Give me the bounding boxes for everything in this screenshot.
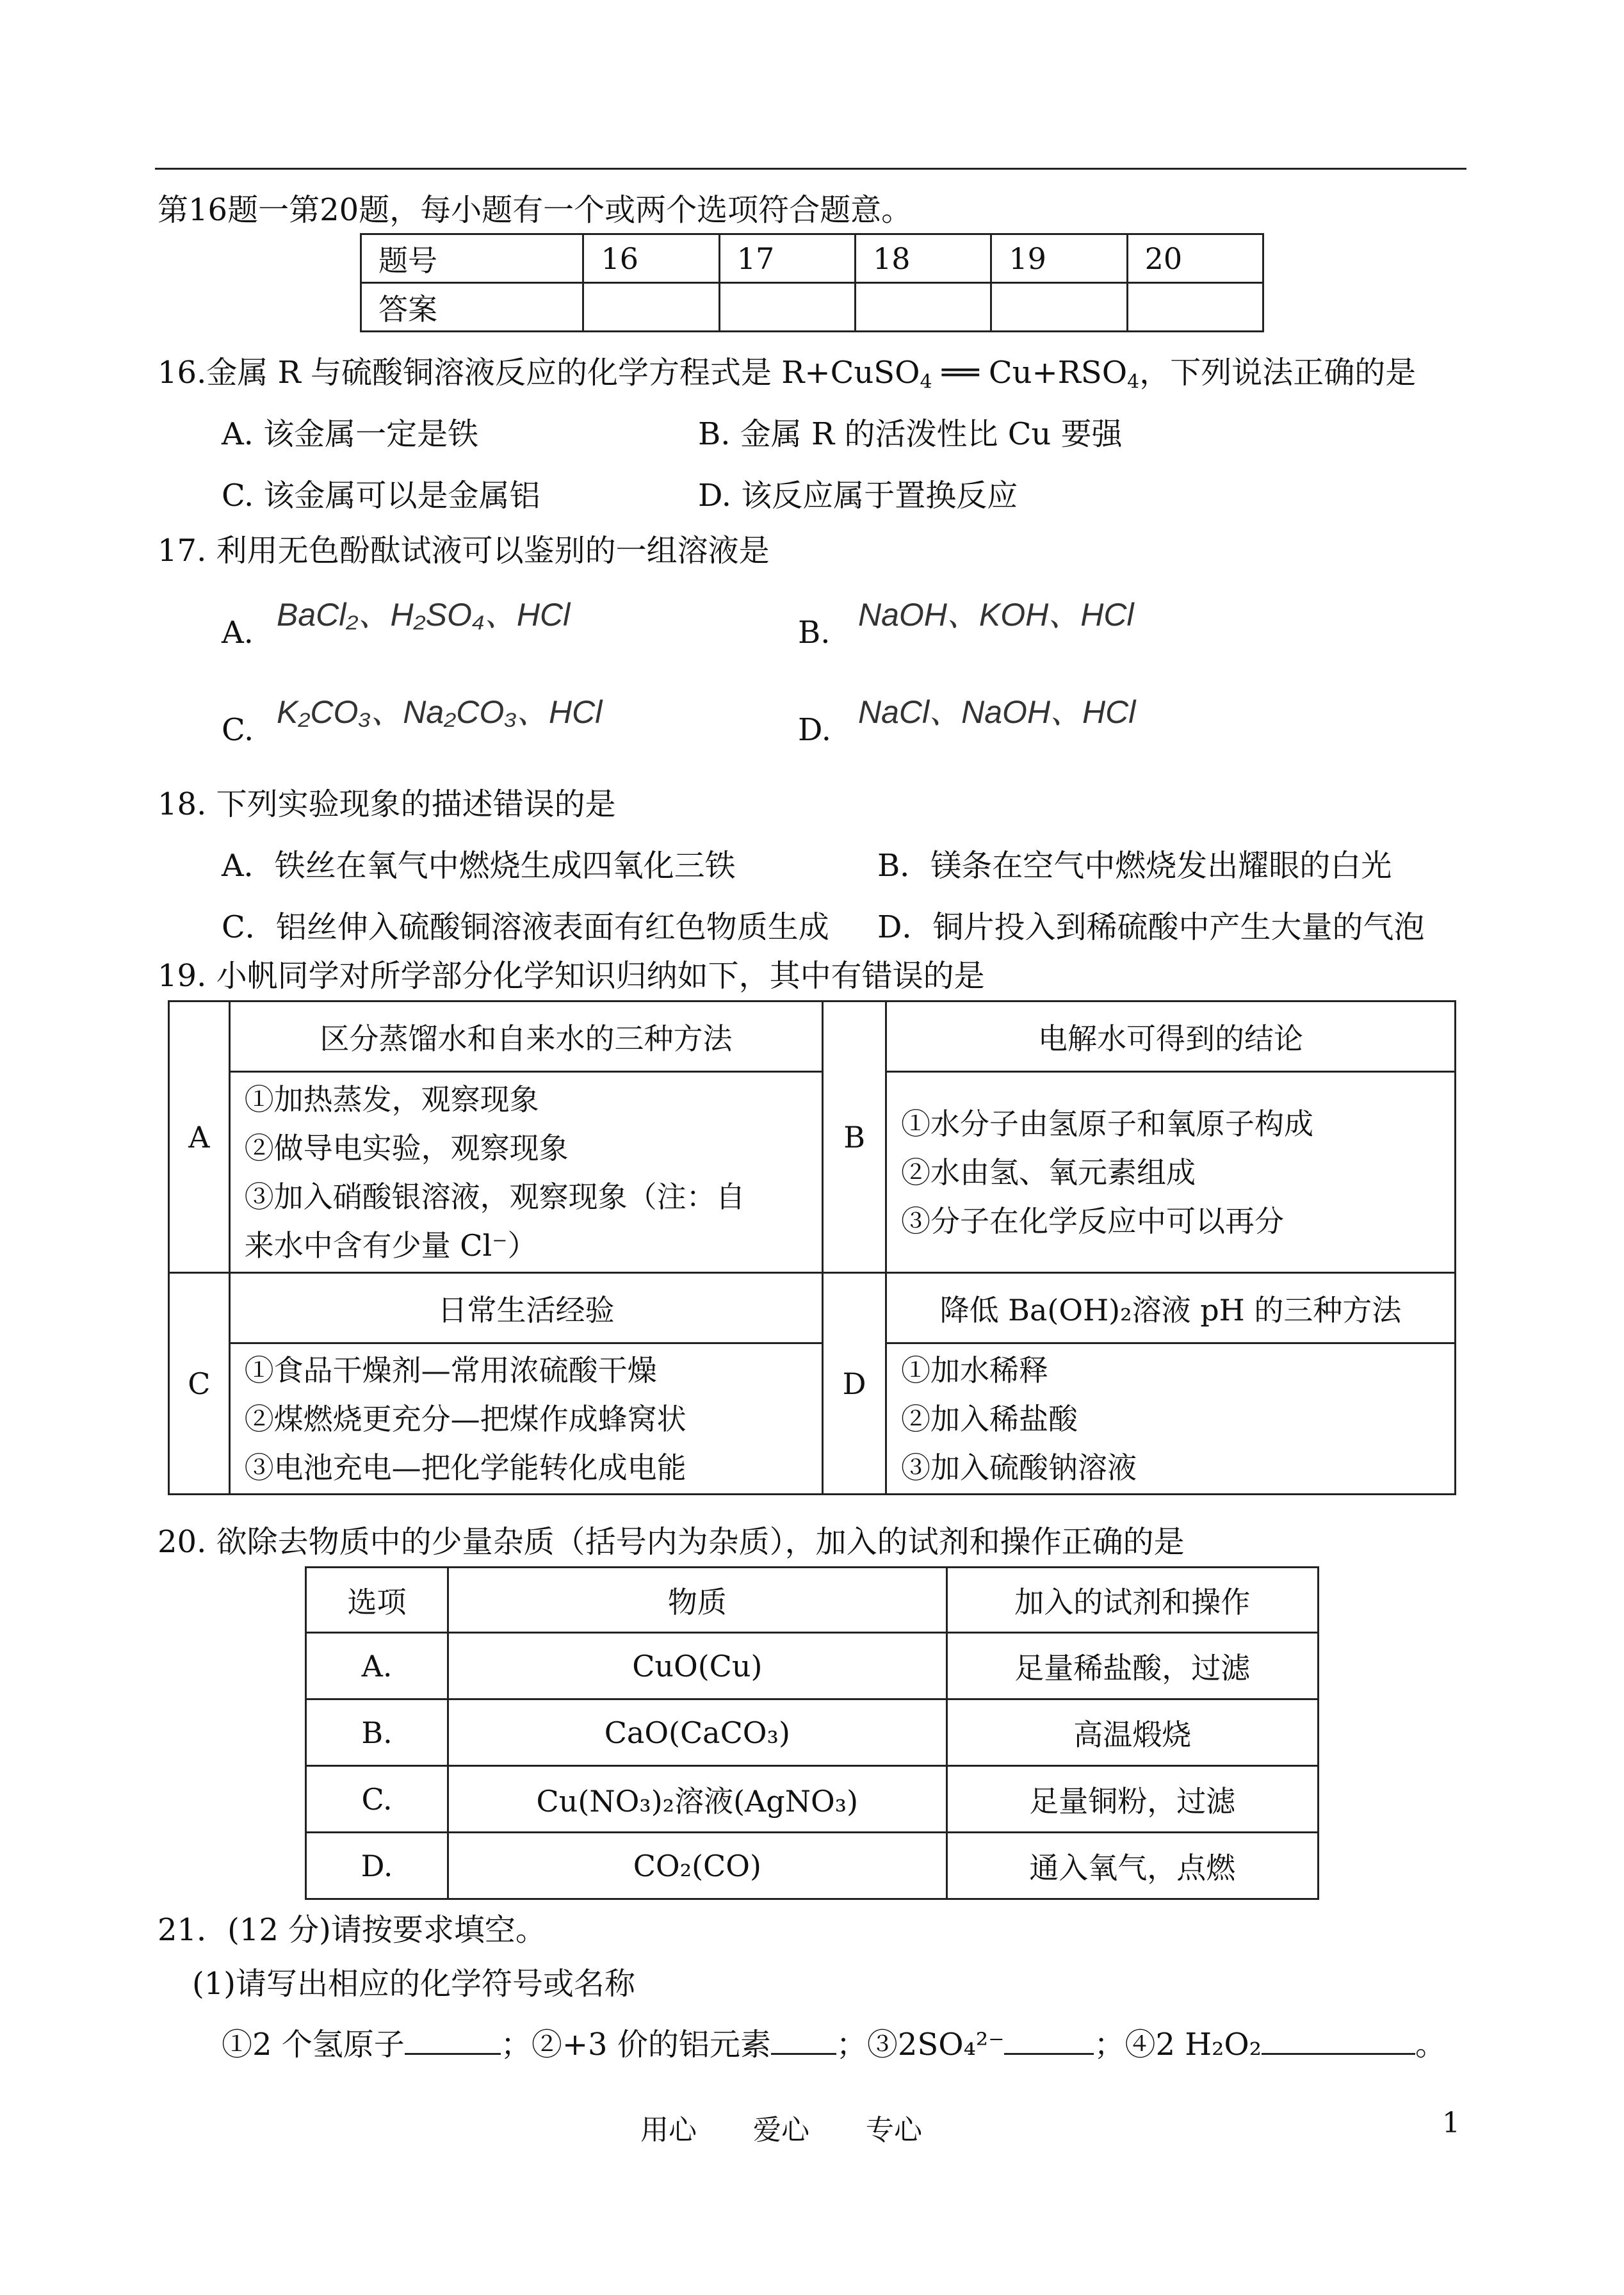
q17-option-b-label: B. bbox=[798, 615, 831, 651]
q20-stem: 20. 欲除去物质中的少量杂质（括号内为杂质），加入的试剂和操作正确的是 bbox=[158, 1524, 1185, 1560]
q20-cell-option: A. bbox=[306, 1633, 448, 1699]
q17-option-a-formula: BaCl₂、H₂SO₄、HCl bbox=[277, 597, 571, 633]
answer-cell[interactable] bbox=[856, 283, 991, 332]
list-item: ③分子在化学反应中可以再分 bbox=[900, 1203, 1284, 1238]
q20-header-option: 选项 bbox=[306, 1568, 448, 1633]
list-item: ③加入硫酸钠溶液 bbox=[900, 1450, 1137, 1485]
q20-cell-option: D. bbox=[306, 1833, 448, 1899]
q16-subscript: 4 bbox=[1127, 371, 1140, 393]
q17-option-d-formula: NaCl、NaOH、HCl bbox=[858, 694, 1136, 730]
q19-table bbox=[168, 1000, 1456, 1495]
table-row bbox=[306, 1833, 1319, 1899]
answer-blank[interactable] bbox=[1004, 2023, 1094, 2055]
table-row bbox=[306, 1699, 1319, 1766]
header-rule bbox=[155, 168, 1466, 170]
q19-option-a-title: 区分蒸馏水和自来水的三种方法 bbox=[229, 1002, 823, 1072]
q19-option-d-body bbox=[886, 1343, 1455, 1495]
q21-subquestion: (1)请写出相应的化学符号或名称 bbox=[192, 1966, 635, 2002]
list-item: ③电池充电—把化学能转化成电能 bbox=[244, 1450, 686, 1485]
q16-subscript: 4 bbox=[920, 371, 932, 393]
answer-table-qnum: 18 bbox=[856, 234, 991, 283]
list-item: ①食品干燥剂—常用浓硫酸干燥 bbox=[244, 1352, 657, 1388]
q16-stem-part: ══ Cu+RSO bbox=[932, 355, 1128, 391]
answer-table-qnum: 19 bbox=[991, 234, 1127, 283]
q19-option-d-title: 降低 Ba(OH)₂溶液 pH 的三种方法 bbox=[886, 1273, 1455, 1343]
q20-cell-reagent: 高温煅烧 bbox=[946, 1699, 1318, 1766]
q19-option-b-body bbox=[886, 1072, 1455, 1273]
list-item: ①加水稀释 bbox=[900, 1352, 1048, 1388]
q21-part3: ；③2SO₄²⁻ bbox=[836, 2027, 1005, 2063]
q19-option-b-title: 电解水可得到的结论 bbox=[886, 1002, 1455, 1072]
q18-option-d: D．铜片投入到稀硫酸中产生大量的气泡 bbox=[877, 909, 1425, 945]
q16-option-b: B. 金属 R 的活泼性比 Cu 要强 bbox=[698, 416, 1123, 452]
q21-part1: ①2 个氢原子 bbox=[222, 2027, 405, 2063]
q19-option-b-label: B bbox=[823, 1002, 886, 1273]
answer-table-qnum: 16 bbox=[583, 234, 719, 283]
list-item: 来水中含有少量 Cl⁻） bbox=[244, 1228, 537, 1263]
answer-cell[interactable] bbox=[1127, 283, 1263, 332]
list-item: ①加热蒸发，观察现象 bbox=[244, 1082, 539, 1117]
answer-cell[interactable] bbox=[583, 283, 719, 332]
q20-header-substance: 物质 bbox=[448, 1568, 946, 1633]
q20-cell-option: B. bbox=[306, 1699, 448, 1766]
q19-option-c-body bbox=[229, 1343, 823, 1495]
q20-header-reagent: 加入的试剂和操作 bbox=[946, 1568, 1318, 1633]
q17-option-c-formula: K₂CO₃、Na₂CO₃、HCl bbox=[277, 694, 603, 730]
q17-option-a-label: A. bbox=[222, 615, 254, 651]
footer-motto: 用心 爱心 专心 bbox=[640, 2114, 922, 2146]
answer-table-qnum: 17 bbox=[719, 234, 855, 283]
q20-cell-reagent: 足量稀盐酸，过滤 bbox=[946, 1633, 1318, 1699]
answer-table-header-label: 题号 bbox=[361, 234, 583, 283]
list-item: ③加入硝酸银溶液，观察现象（注：自 bbox=[244, 1179, 745, 1214]
q20-cell-substance: CaO(CaCO₃) bbox=[448, 1699, 946, 1766]
q21-end: 。 bbox=[1415, 2027, 1446, 2063]
q19-option-a-label: A bbox=[169, 1002, 230, 1273]
q16-stem-part: ，下列说法正确的是 bbox=[1139, 355, 1417, 391]
q17-option-d-label: D. bbox=[798, 712, 832, 748]
section-intro: 第16题一第20题，每小题有一个或两个选项符合题意。 bbox=[158, 192, 913, 228]
q21-fill-line bbox=[222, 2023, 1446, 2064]
answer-table bbox=[360, 233, 1264, 332]
q18-option-c: C．铝丝伸入硫酸铜溶液表面有红色物质生成 bbox=[222, 909, 829, 945]
q20-cell-substance: Cu(NO₃)₂溶液(AgNO₃) bbox=[448, 1766, 946, 1833]
q21-part2: ；②+3 价的铝元素 bbox=[500, 2027, 771, 2063]
answer-cell[interactable] bbox=[991, 283, 1127, 332]
q19-stem: 19. 小帆同学对所学部分化学知识归纳如下，其中有错误的是 bbox=[158, 958, 985, 994]
q20-cell-option: C. bbox=[306, 1766, 448, 1833]
answer-cell[interactable] bbox=[719, 283, 855, 332]
q21-part4: ；④2 H₂O₂ bbox=[1094, 2027, 1262, 2063]
q20-cell-reagent: 足量铜粉，过滤 bbox=[946, 1766, 1318, 1833]
q21-stem: 21．(12 分)请按要求填空。 bbox=[158, 1912, 546, 1948]
q19-option-a-body bbox=[229, 1072, 823, 1273]
list-item: ②煤燃烧更充分—把煤作成蜂窝状 bbox=[244, 1401, 686, 1436]
q16-option-d: D. 该反应属于置换反应 bbox=[698, 478, 1018, 514]
table-row bbox=[306, 1633, 1319, 1699]
q19-option-d-label: D bbox=[823, 1273, 886, 1495]
q16-stem bbox=[158, 353, 1416, 401]
q16-option-a: A. 该金属一定是铁 bbox=[222, 416, 479, 452]
q20-cell-substance: CuO(Cu) bbox=[448, 1633, 946, 1699]
answer-blank[interactable] bbox=[405, 2023, 501, 2055]
q16-stem-part: 16.金属 R 与硫酸铜溶液反应的化学方程式是 R+CuSO bbox=[158, 355, 920, 391]
q18-stem: 18. 下列实验现象的描述错误的是 bbox=[158, 786, 616, 822]
q16-option-c: C. 该金属可以是金属铝 bbox=[222, 478, 540, 514]
q17-stem: 17. 利用无色酚酞试液可以鉴别的一组溶液是 bbox=[158, 533, 770, 569]
page-number: 1 bbox=[1442, 2107, 1460, 2139]
q20-cell-substance: CO₂(CO) bbox=[448, 1833, 946, 1899]
q18-option-a: A．铁丝在氧气中燃烧生成四氧化三铁 bbox=[222, 848, 736, 884]
answer-table-answer-label: 答案 bbox=[361, 283, 583, 332]
list-item: ②加入稀盐酸 bbox=[900, 1401, 1078, 1436]
q19-option-c-label: C bbox=[169, 1273, 230, 1495]
q20-cell-reagent: 通入氧气，点燃 bbox=[946, 1833, 1318, 1899]
list-item: ①水分子由氢原子和氧原子构成 bbox=[900, 1106, 1313, 1141]
list-item: ②水由氢、氧元素组成 bbox=[900, 1155, 1196, 1190]
list-item: ②做导电实验，观察现象 bbox=[244, 1130, 569, 1165]
q18-option-b: B．镁条在空气中燃烧发出耀眼的白光 bbox=[877, 848, 1392, 884]
q17-option-c-label: C. bbox=[222, 712, 254, 748]
table-row bbox=[306, 1766, 1319, 1833]
q20-table bbox=[305, 1566, 1319, 1900]
answer-blank[interactable] bbox=[771, 2023, 836, 2055]
answer-blank[interactable] bbox=[1262, 2023, 1415, 2055]
q19-option-c-title: 日常生活经验 bbox=[229, 1273, 823, 1343]
answer-table-qnum: 20 bbox=[1127, 234, 1263, 283]
q17-option-b-formula: NaOH、KOH、HCl bbox=[858, 597, 1134, 633]
